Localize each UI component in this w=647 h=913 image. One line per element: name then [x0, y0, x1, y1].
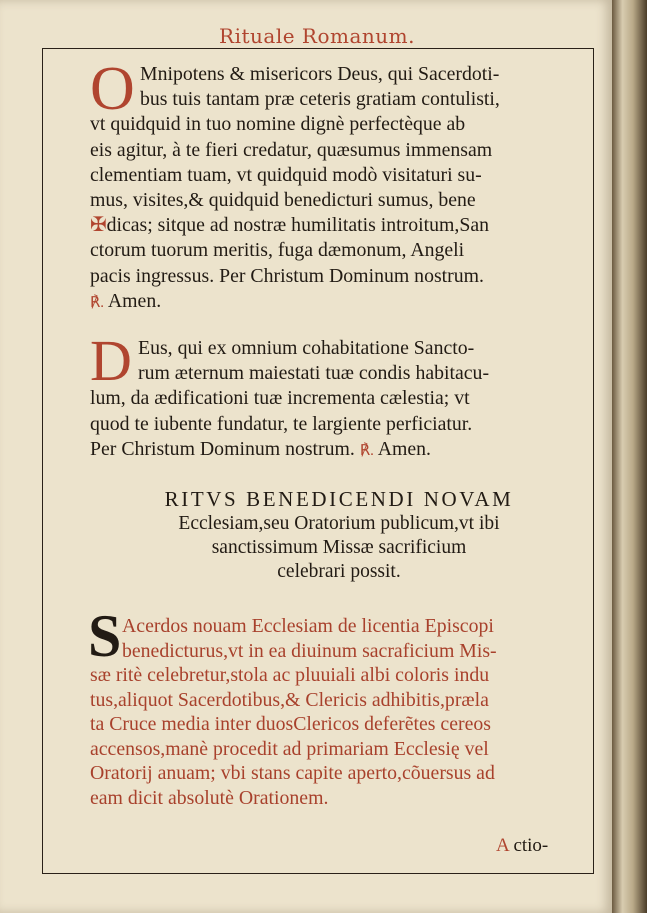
prayer-deus [90, 336, 588, 464]
rubric-line: accensos,manè procedit ad primariam Ecclesię vel [90, 737, 489, 760]
section-title [90, 486, 588, 584]
response-line [90, 289, 588, 316]
text-line: mus, visites,& quidquid benedicturi sumus, bene [90, 189, 476, 212]
title-line-2: Ecclesiam,seu Oratorium publicum,vt ibi [178, 513, 500, 534]
rubric-line: eam dicit absolutè Orationem. [90, 786, 329, 809]
response-icon: ℟. [359, 442, 374, 459]
rubric-line: Oratorij anuam; vbi stans capite aperto,cõuersus ad [90, 762, 495, 784]
book-gutter [612, 0, 647, 913]
text-line: Eus, qui ex omnium cohabitatione Sancto- [138, 337, 475, 359]
title-line-1: RITVS BENEDICENDI NOVAM [164, 487, 514, 511]
text-line: lum, da ædificationi tuæ incrementa cælestia; vt [90, 387, 470, 410]
text-fragment: dicas; sitque ad nostræ humilitatis introitum,San [106, 214, 489, 237]
text-line: Mnipotens & misericors Deus, qui Sacerdoti- [140, 63, 500, 85]
title-line-4: celebrari possit. [277, 561, 401, 582]
catchword-text: ctio- [513, 835, 549, 856]
text-line: pacis ingressus. Per Christum Dominum nostrum. [90, 264, 484, 287]
rubric-line: tus,aliquot Sacerdotibus,& Clericis adhibitis,præla [90, 688, 489, 711]
drop-cap-d: D [90, 328, 132, 393]
text-line: vt quidquid in tuo nomine dignè perfectèque ab [90, 113, 466, 136]
rubric-instructions [90, 614, 588, 810]
drop-cap-o: O [90, 55, 135, 123]
drop-cap-s: S [88, 603, 122, 669]
text-line: ctorum tuorum meritis, fuga dæmonum, Angeli [90, 239, 465, 262]
title-line-3: sanctissimum Missæ sacrificium [211, 537, 467, 558]
text-line: clementiam tuam, vt quidquid modò visitaturi su- [90, 163, 482, 186]
signature-mark: A [496, 835, 509, 856]
text-line: rum æternum maiestati tuæ condis habitacu- [138, 362, 490, 385]
amen-text: Amen. [107, 289, 162, 312]
prayer-omnipotens [90, 62, 588, 316]
text-line: quod te iubente fundatur, te largiente perficiatur. [90, 412, 473, 435]
text-line-with-cross [90, 213, 588, 238]
text-line: bus tuis tantam præ ceteris gratiam contulisti, [140, 88, 500, 111]
text-line: eis agitur, à te fieri credatur, quæsumus immensam [90, 138, 493, 161]
rubric-line: benedicturus,vt in ea diuinum sacraficium Mis- [122, 639, 497, 662]
running-header: Rituale Romanum. [219, 24, 415, 48]
rubric-line: Acerdos nouam Ecclesiam de licentia Episcopi [122, 615, 494, 637]
text-fragment: Per Christum Dominum nostrum. [90, 437, 355, 460]
response-icon: ℟. [90, 294, 105, 311]
text-line-with-response [90, 437, 588, 464]
rubric-line: sæ ritè celebretur,stola ac pluuiali albi coloris indu [90, 664, 490, 686]
rubric-line: ta Cruce media inter duosClericos deferẽtes cereos [90, 713, 491, 735]
cross-icon: ✠ [90, 214, 107, 237]
catchword [496, 835, 548, 857]
amen-text: Amen. [377, 437, 431, 460]
